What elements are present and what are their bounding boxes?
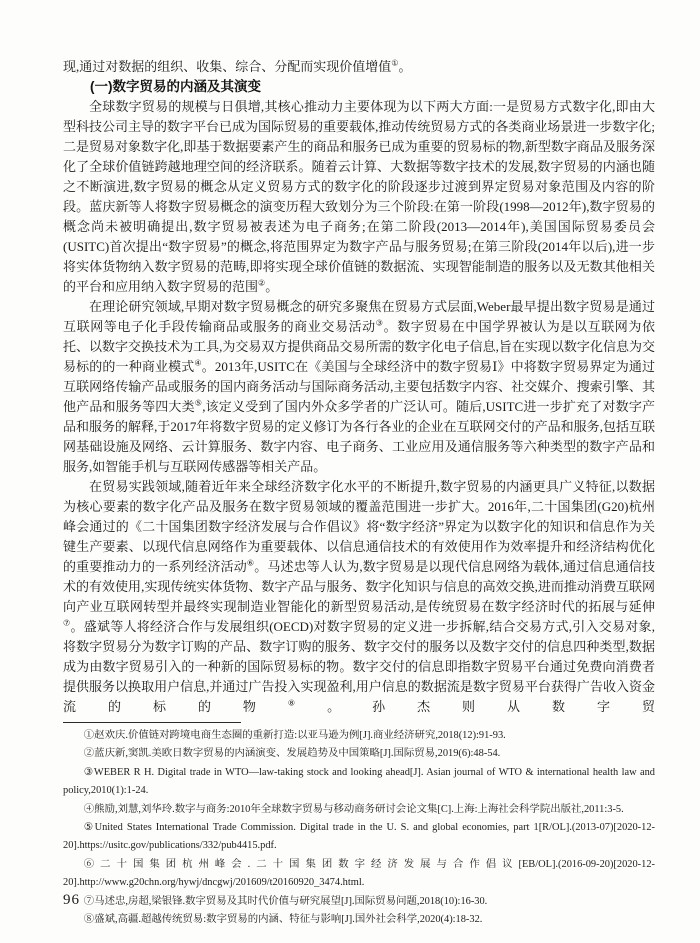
text-block: [63, 57, 655, 929]
footnote-4: ④熊励,刘慧,刘华玲.数字与商务:2010年全球数字贸易与移动商务研讨会论文集[C].上海:上海社会科学院出版社,2011:3-5.: [83, 803, 624, 815]
footnote-separator: [63, 722, 241, 723]
page-number: 96: [63, 892, 80, 908]
footnote-1: ①赵欢庆.价值链对跨境电商生态圈的重新打造:以亚马逊为例[J].商业经济研究,2018(12):91-93.: [83, 730, 506, 741]
footnote-2: ②蓝庆新,窦凯.美欧日数字贸易的内涵演变、发展趋势及中国策略[J].国际贸易,2019(6):48-54.: [83, 748, 501, 760]
footnote-3: ③WEBER R H. Digital trade in WTO—law-taking stock and looking ahead[J]. Asian journal of WTO & international health law and policy,2010(1):1-24.: [63, 766, 655, 797]
footnotes-section: [63, 727, 655, 929]
footnote-6: ⑥二十国集团杭州峰会.二十国集团数字经济发展与合作倡议[EB/OL].(2016-09-20)[2020-12-20].http://www.g20chn.org/hywj/dncgwj/201609/t20160920_3474.html.: [63, 858, 655, 889]
footnote-5: ⑤United States International Trade Commission. Digital trade in the U. S. and global economies, part 1[R/OL].(2013-07)[2020-12-20].https://usitc.gov/publications/332/pub4415.pdf.: [63, 822, 655, 852]
continuation-paragraph: 现,通过对数据的组织、收集、综合、分配而实现价值增值①。: [63, 58, 412, 74]
body-paragraph-1: 全球数字贸易的规模与日俱增,其核心推动力主要体现为以下两大方面:一是贸易方式数字化,即由大型科技公司主导的数字平台已成为国际贸易的重要载体,推动传统贸易方式的各类商业场景进一步数字化;二是贸易对象数字化,即基于数据要素产生的商品和服务已成为重要的贸易标的物,新型数字商品及服务深化了全球价值链跨越地理空间的经济联系。随着云计算、大数据等数字技术的发展,数字贸易的内涵也随之不断演进,数字贸易的概念从定义贸易方式的数字化的阶段逐步过渡到界定贸易对象范围及内容的阶段。蓝庆新等人将数字贸易概念的演变历程大致划分为三个阶段:在第一阶段(1998—2012年),数字贸易的概念尚未被明确提出,数字贸易被表述为电子商务;在第二阶段(2013—2014年),美国国际贸易委员会(USITC)首次提出“数字贸易”的概念,将范围界定为数字产品与服务贸易;在第三阶段(2014年以后),进一步将实体货物纳入数字贸易的范畴,即将实现全球价值链的数据流、实现智能制造的服务以及无数其他相关的平台和应用纳入数字贸易的范围②。: [63, 99, 655, 294]
footnote-7: ⑦马述忠,房超,梁银锋.数字贸易及其时代价值与研究展望[J].国际贸易问题,2018(10):16-30.: [83, 895, 488, 907]
footnote-8: ⑧盛斌,高疆.超越传统贸易:数字贸易的内涵、特征与影响[J].国外社会科学,2020(4):18-32.: [83, 914, 483, 926]
body-paragraph-3: 在贸易实践领域,随着近年来全球经济数字化水平的不断提升,数字贸易的内涵更具广义特征,以数据为核心要素的数字化产品及服务在数字贸易领域的覆盖范围进一步扩大。2016年,二十国集团(G20)杭州峰会通过的《二十国集团数字经济发展与合作倡议》将“数字经济”界定为以数字化的知识和信息作为关键生产要素、以现代信息网络作为重要载体、以信息通信技术的有效使用作为效率提升和经济结构优化的重要推动力的一系列经济活动⑥。马述忠等人认为,数字贸易是以现代信息网络为载体,通过信息通信技术的有效使用,实现传统实体货物、数字产品与服务、数字化知识与信息的高效交换,进而推动消费互联网向产业互联网转型并最终实现制造业智能化的新型贸易活动,是传统贸易在数字经济时代的拓展与延伸⑦。盛斌等人将经济合作与发展组织(OECD)对数字贸易的定义进一步拆解,结合交易方式,引入交易对象,将数字贸易分为数字订购的产品、数字订购的服务、数字交付的服务以及数字交付的信息四种类型,数据成为由数字贸易引入的一种新的国际贸易标的物。数字交付的信息即指数字贸易平台通过免费向消费者提供服务以换取用户信息,并通过广告投入实现盈利,用户信息的数据流是数字贸易平台获得广告收入资金流的标的物⑧。孙杰则从数字贸: [63, 479, 655, 714]
section-heading: (一)数字贸易的内涵及其演变: [90, 79, 261, 94]
body-paragraph-2: 在理论研究领域,早期对数字贸易概念的研究多聚焦在贸易方式层面,Weber最早提出数字贸易是通过互联网等电子化手段传输商品或服务的商业交易活动③。数字贸易在中国学界被认为是以互联网为依托、以数字交换技术为工具,为交易双方提供商品交易所需的数字化电子信息,旨在实现以数字化信息为交易标的的一种商业模式④。2013年,USITC在《美国与全球经济中的数字贸易Ⅰ》中将数字贸易界定为通过互联网络传输产品或服务的国内商务活动与国际商务活动,主要包括数字内容、社交媒介、搜索引擎、其他产品和服务等四大类⑤,该定义受到了国内外众多学者的广泛认可。随后,USITC进一步扩充了对数字产品和服务的解释,于2017年将数字贸易的定义修订为各行各业的企业在互联网交付的产品和服务,包括互联网基础设施及网络、云计算服务、数字内容、电子商务、工业应用及通信服务等六种类型的数字产品和服务,如智能手机与互联网传感器等相关产品。: [63, 299, 655, 474]
